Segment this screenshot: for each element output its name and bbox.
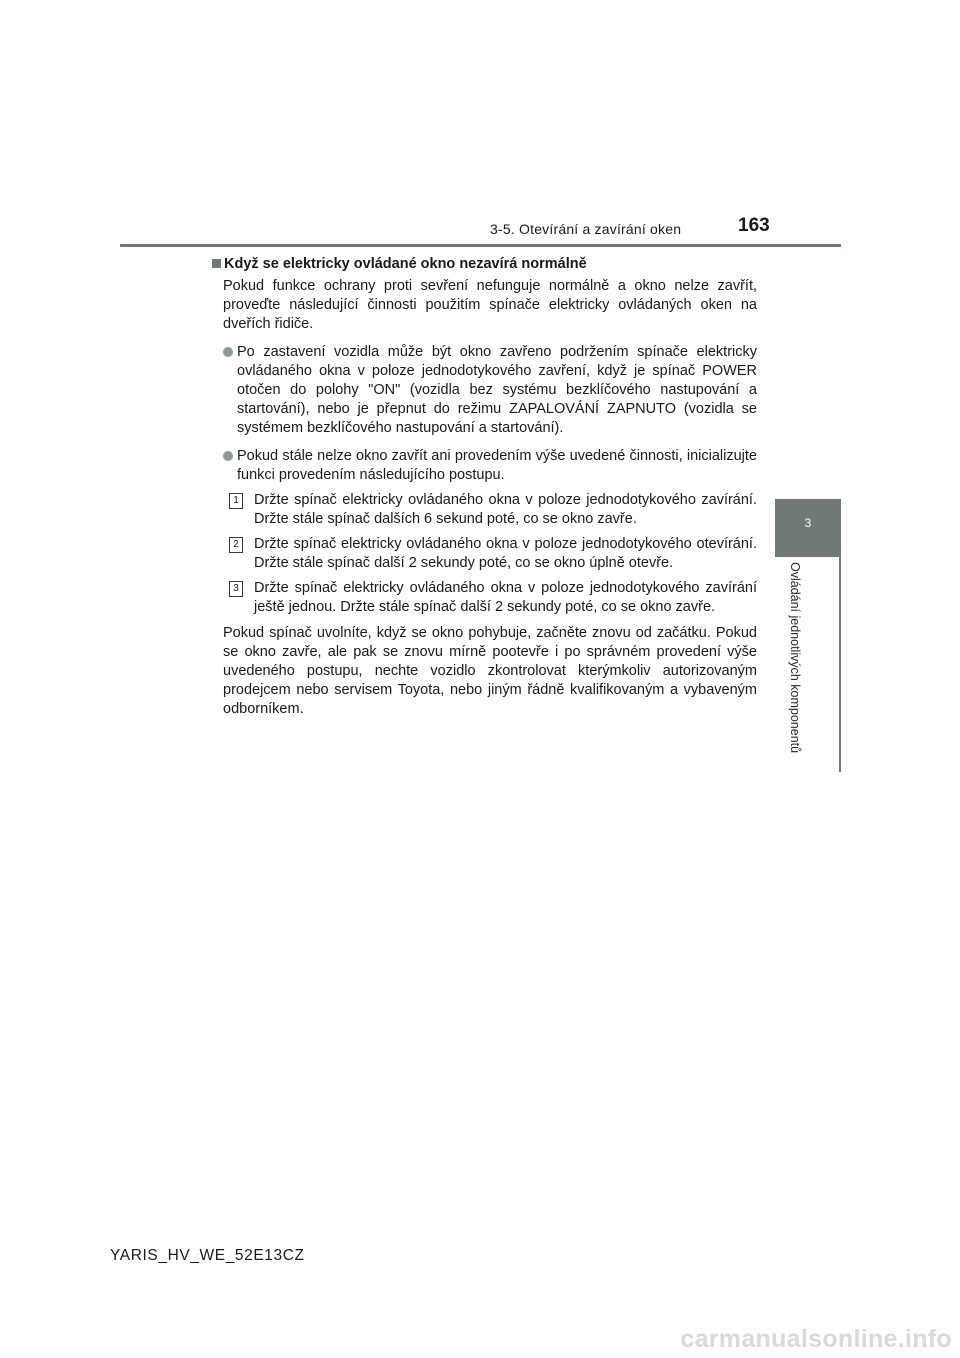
step-number-badge: 3 — [229, 581, 243, 597]
step-number-badge: 2 — [229, 537, 243, 553]
bullet-text: Po zastavení vozidla může být okno zavřeno podržením spínače elektricky ovládaného okna v poloze jednodotykového zavření, když je spínač POWER otočen do polohy "ON" (vozidla bez systému bezklíčového nastupování a startování), nebo je přepnut do režimu ZAPALOVÁNÍ ZAPNUTO (vozidla se systémem bezklíčového nastupování a startování). — [237, 344, 757, 436]
main-content — [212, 255, 757, 719]
step-text: Držte spínač elektricky ovládaného okna v poloze jednodotykového otevírání. Držte stále spínač další 2 sekundy poté, co se okno úplně otevře. — [254, 536, 757, 571]
watermark: carmanualsonline.info — [680, 1325, 952, 1353]
section-heading-text: Když se elektricky ovládané okno nezavírá normálně — [224, 256, 587, 272]
step-text: Držte spínač elektricky ovládaného okna v poloze jednodotykového zavírání. Držte stále spínač dalších 6 sekund poté, co se okno zavře. — [254, 492, 757, 527]
chapter-tab — [775, 499, 841, 557]
circle-bullet-icon — [223, 451, 233, 461]
bullet-item — [223, 343, 757, 438]
chapter-label: Ovládání jednotlivých komponentů — [788, 562, 802, 754]
chapter-label-container — [784, 562, 808, 792]
step-item — [229, 491, 757, 529]
section-heading — [212, 255, 757, 274]
bullet-item — [223, 447, 757, 485]
closing-paragraph: Pokud spínač uvolníte, když se okno pohybuje, začněte znovu od začátku. Pokud se okno zavře, ale pak se znovu mírně pootevře i po správném provedení výše uvedeného postupu, nechte vozidlo zkontrolovat kterýmkoliv autorizovaným prodejcem nebo servisem Toyota, nebo jiným řádně kvalifikovaným a vybaveným odborníkem. — [223, 625, 757, 717]
chapter-tab-line — [839, 557, 841, 772]
step-number-badge: 1 — [229, 493, 243, 509]
step-text: Držte spínač elektricky ovládaného okna v poloze jednodotykového zavírání ještě jednou. Držte stále spínač další 2 sekundy poté, co se okno zavře. — [254, 580, 757, 615]
section-title: 3-5. Otevírání a zavírání oken — [490, 221, 682, 237]
bullet-text: Pokud stále nelze okno zavřít ani provedením výše uvedené činnosti, inicializujte funkci provedením následujícího postupu. — [237, 448, 757, 483]
page-number: 163 — [738, 215, 770, 236]
header-divider — [120, 244, 841, 247]
square-marker-icon — [212, 259, 221, 268]
step-item — [229, 535, 757, 573]
chapter-number: 3 — [804, 516, 812, 530]
intro-paragraph: Pokud funkce ochrany proti sevření nefunguje normálně a okno nelze zavřít, proveďte následující činnosti použitím spínače elektricky ovládaných oken na dveřích řidiče. — [223, 278, 757, 332]
step-item — [229, 579, 757, 617]
circle-bullet-icon — [223, 347, 233, 357]
document-code: YARIS_HV_WE_52E13CZ — [110, 1247, 305, 1264]
